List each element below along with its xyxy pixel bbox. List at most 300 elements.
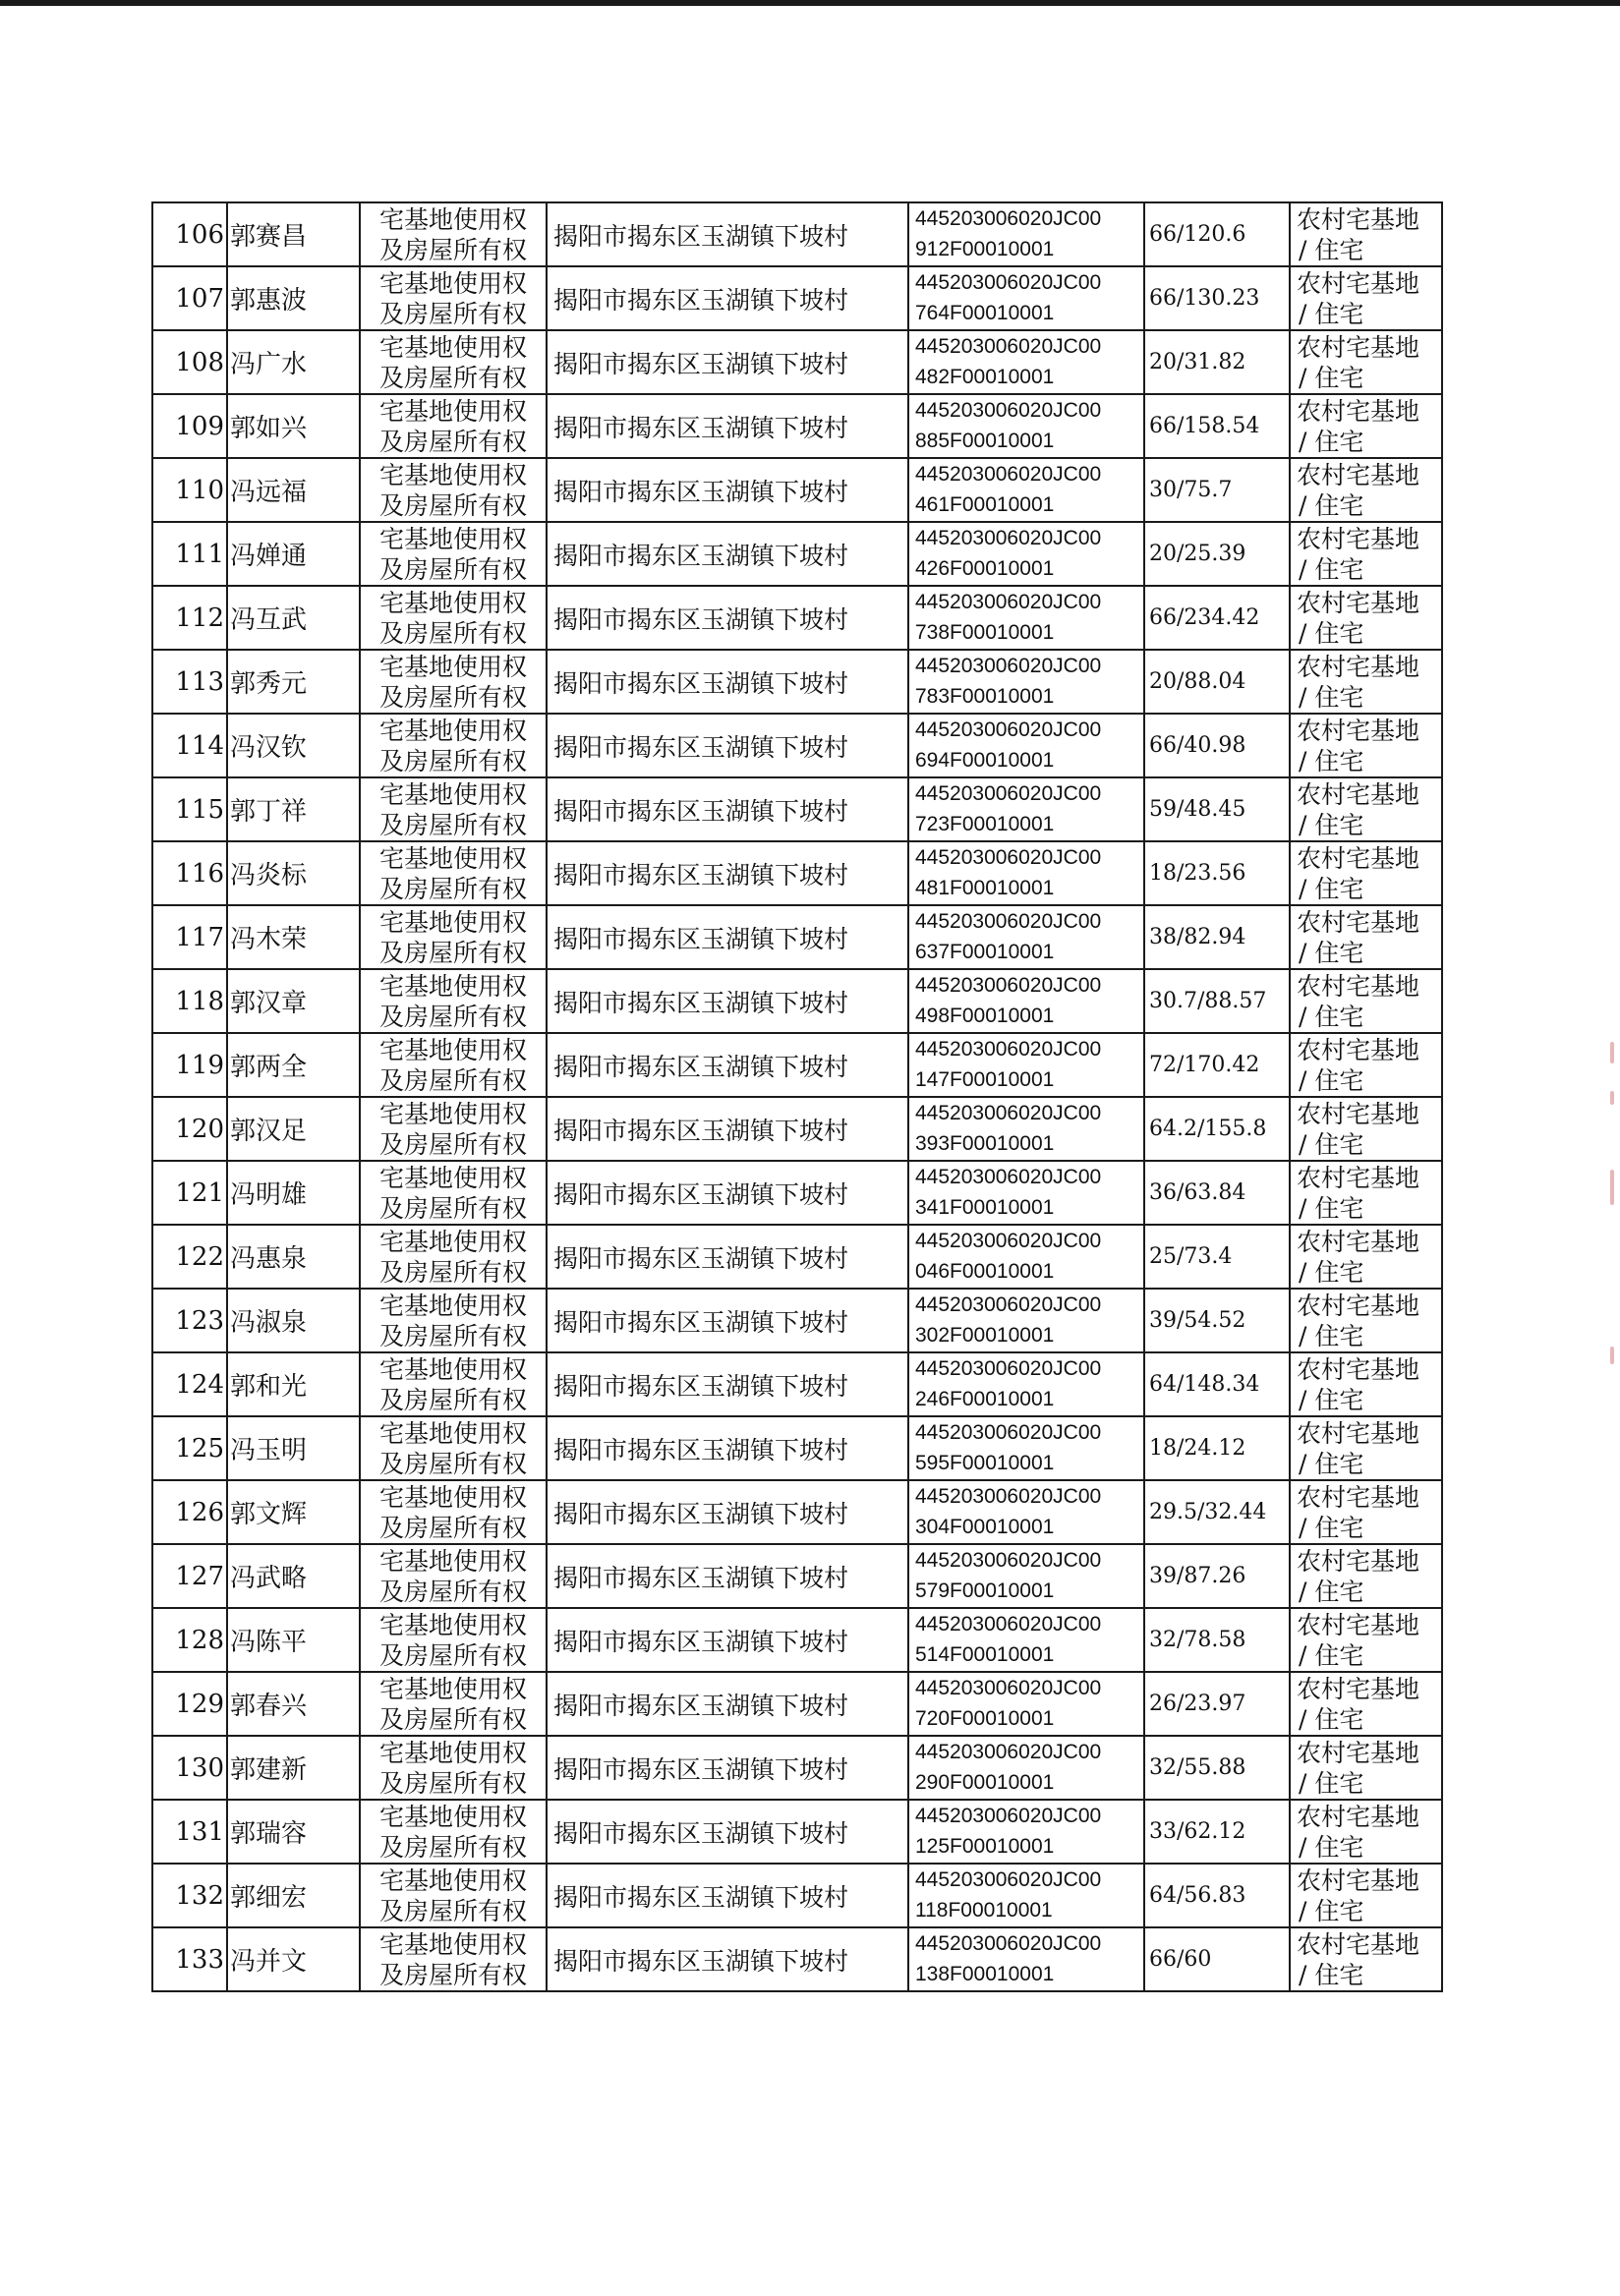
land-use-line: 农村宅基地 — [1297, 1610, 1420, 1639]
unit-code-line: 738F00010001 — [915, 621, 1055, 644]
land-use-line: 农村宅基地 — [1297, 268, 1420, 298]
unit-code — [908, 202, 1144, 266]
land-use-line: 农村宅基地 — [1297, 1866, 1420, 1895]
unit-code — [908, 394, 1144, 458]
right-type-line: 及房屋所有权 — [378, 1193, 527, 1223]
record-number: 121 — [152, 1161, 227, 1225]
unit-code-line: 461F00010001 — [915, 493, 1055, 516]
right-type-line: 宅基地使用权 — [378, 1738, 527, 1767]
area-value: 25/73.4 — [1144, 1225, 1290, 1289]
land-use-line: 农村宅基地 — [1297, 1929, 1420, 1959]
record-number: 108 — [152, 330, 227, 394]
unit-code-line: 481F00010001 — [915, 877, 1055, 899]
unit-code-line: 637F00010001 — [915, 941, 1055, 963]
property-address: 揭阳市揭东区玉湖镇下坡村 — [547, 266, 908, 330]
owner-name: 冯远福 — [227, 458, 360, 522]
record-number: 119 — [152, 1033, 227, 1097]
area-value: 66/130.23 — [1144, 266, 1290, 330]
land-use — [1290, 330, 1442, 394]
land-use-line: / 住宅 — [1299, 1257, 1364, 1287]
unit-code-line: 046F00010001 — [915, 1260, 1055, 1283]
unit-code-line: 304F00010001 — [915, 1516, 1055, 1538]
unit-code-line: 302F00010001 — [915, 1324, 1055, 1347]
owner-name: 冯炎标 — [227, 841, 360, 905]
right-type-line: 宅基地使用权 — [378, 1546, 527, 1576]
area-value: 32/78.58 — [1144, 1608, 1290, 1672]
land-use-line: / 住宅 — [1299, 1704, 1364, 1734]
right-type-line: 宅基地使用权 — [378, 1291, 527, 1320]
area-value: 66/120.6 — [1144, 202, 1290, 266]
area-value: 26/23.97 — [1144, 1672, 1290, 1736]
right-type-line: 及房屋所有权 — [378, 1896, 527, 1925]
land-use — [1290, 1927, 1442, 1991]
right-type — [360, 1352, 547, 1416]
table-row — [152, 394, 1442, 458]
unit-code — [908, 650, 1144, 714]
unit-code-line: 498F00010001 — [915, 1004, 1055, 1027]
unit-code-line: 595F00010001 — [915, 1452, 1055, 1474]
unit-code-line: 445203006020JC00 — [915, 1102, 1102, 1124]
record-number: 116 — [152, 841, 227, 905]
right-type — [360, 1672, 547, 1736]
right-type-line: 宅基地使用权 — [378, 460, 527, 489]
unit-code — [908, 586, 1144, 650]
land-use — [1290, 202, 1442, 266]
property-address: 揭阳市揭东区玉湖镇下坡村 — [547, 1225, 908, 1289]
right-type-line: 宅基地使用权 — [378, 1163, 527, 1192]
unit-code-line: 445203006020JC00 — [915, 591, 1102, 613]
unit-code-line: 445203006020JC00 — [915, 1677, 1102, 1699]
unit-code-line: 290F00010001 — [915, 1771, 1055, 1794]
owner-name: 冯明雄 — [227, 1161, 360, 1225]
land-use-line: / 住宅 — [1299, 1065, 1364, 1095]
right-type-line: 及房屋所有权 — [378, 1385, 527, 1414]
property-address: 揭阳市揭东区玉湖镇下坡村 — [547, 394, 908, 458]
land-use-line: / 住宅 — [1299, 1002, 1364, 1031]
right-type — [360, 330, 547, 394]
table-row — [152, 1033, 1442, 1097]
property-address: 揭阳市揭东区玉湖镇下坡村 — [547, 777, 908, 841]
table-row — [152, 1480, 1442, 1544]
owner-name: 郭汉足 — [227, 1097, 360, 1161]
area-value: 64/56.83 — [1144, 1864, 1290, 1927]
right-type-line: 及房屋所有权 — [378, 1065, 527, 1095]
owner-name: 冯婵通 — [227, 522, 360, 586]
unit-code-line: 118F00010001 — [915, 1899, 1053, 1922]
area-value: 66/158.54 — [1144, 394, 1290, 458]
area-value: 20/88.04 — [1144, 650, 1290, 714]
land-use — [1290, 1736, 1442, 1800]
unit-code-line: 445203006020JC00 — [915, 1485, 1102, 1508]
right-type — [360, 522, 547, 586]
right-type-line: 宅基地使用权 — [378, 716, 527, 745]
right-type-line: 及房屋所有权 — [378, 1513, 527, 1542]
owner-name: 冯广水 — [227, 330, 360, 394]
record-number: 120 — [152, 1097, 227, 1161]
land-use-line: 农村宅基地 — [1297, 1099, 1420, 1128]
right-type-line: 宅基地使用权 — [378, 524, 527, 553]
scan-stain-mark — [1610, 1347, 1614, 1364]
table-row — [152, 1800, 1442, 1864]
property-address: 揭阳市揭东区玉湖镇下坡村 — [547, 650, 908, 714]
right-type-line: 宅基地使用权 — [378, 1866, 527, 1895]
right-type-line: 及房屋所有权 — [378, 1832, 527, 1862]
scan-top-edge — [0, 0, 1620, 6]
area-value: 64.2/155.8 — [1144, 1097, 1290, 1161]
land-use — [1290, 1672, 1442, 1736]
property-address: 揭阳市揭东区玉湖镇下坡村 — [547, 1033, 908, 1097]
unit-code-line: 514F00010001 — [915, 1643, 1055, 1666]
table-row — [152, 714, 1442, 777]
right-type-line: 及房屋所有权 — [378, 1768, 527, 1798]
right-type — [360, 1927, 547, 1991]
table-row — [152, 1608, 1442, 1672]
property-address: 揭阳市揭东区玉湖镇下坡村 — [547, 458, 908, 522]
right-type — [360, 1416, 547, 1480]
unit-code — [908, 458, 1144, 522]
land-use-line: / 住宅 — [1299, 682, 1364, 712]
table-row — [152, 1864, 1442, 1927]
right-type-line: 及房屋所有权 — [378, 554, 527, 584]
land-use-line: / 住宅 — [1299, 1129, 1364, 1159]
table-row — [152, 1736, 1442, 1800]
table-row — [152, 586, 1442, 650]
unit-code-line: 445203006020JC00 — [915, 207, 1102, 230]
right-type-line: 宅基地使用权 — [378, 1610, 527, 1639]
unit-code-line: 482F00010001 — [915, 366, 1055, 388]
land-use — [1290, 1352, 1442, 1416]
right-type-line: 宅基地使用权 — [378, 396, 527, 426]
right-type-line: 宅基地使用权 — [378, 907, 527, 937]
unit-code — [908, 266, 1144, 330]
table-row — [152, 841, 1442, 905]
land-use-line: 农村宅基地 — [1297, 1802, 1420, 1831]
property-address: 揭阳市揭东区玉湖镇下坡村 — [547, 330, 908, 394]
right-type — [360, 266, 547, 330]
land-use-line: / 住宅 — [1299, 1640, 1364, 1670]
land-use — [1290, 1161, 1442, 1225]
unit-code-line: 445203006020JC00 — [915, 1741, 1102, 1763]
record-number: 117 — [152, 905, 227, 969]
unit-code — [908, 1608, 1144, 1672]
land-use — [1290, 714, 1442, 777]
right-type — [360, 1289, 547, 1352]
area-value: 64/148.34 — [1144, 1352, 1290, 1416]
land-use-line: / 住宅 — [1299, 874, 1364, 903]
right-type-line: 及房屋所有权 — [378, 810, 527, 839]
land-use-line: / 住宅 — [1299, 810, 1364, 839]
unit-code — [908, 1864, 1144, 1927]
land-use-line: / 住宅 — [1299, 363, 1364, 392]
right-type-line: 及房屋所有权 — [378, 235, 527, 264]
land-use-line: 农村宅基地 — [1297, 1354, 1420, 1384]
land-use-line: 农村宅基地 — [1297, 779, 1420, 809]
owner-name: 冯陈平 — [227, 1608, 360, 1672]
unit-code-line: 445203006020JC00 — [915, 1038, 1102, 1061]
record-number: 114 — [152, 714, 227, 777]
unit-code-line: 445203006020JC00 — [915, 335, 1102, 358]
unit-code-line: 694F00010001 — [915, 749, 1055, 772]
area-value: 39/54.52 — [1144, 1289, 1290, 1352]
land-use — [1290, 1416, 1442, 1480]
table-row — [152, 1352, 1442, 1416]
area-value: 59/48.45 — [1144, 777, 1290, 841]
record-number: 118 — [152, 969, 227, 1033]
area-value: 39/87.26 — [1144, 1544, 1290, 1608]
right-type-line: 及房屋所有权 — [378, 427, 527, 456]
record-number: 110 — [152, 458, 227, 522]
land-use — [1290, 1544, 1442, 1608]
record-number: 107 — [152, 266, 227, 330]
right-type-line: 宅基地使用权 — [378, 332, 527, 362]
unit-code — [908, 1736, 1144, 1800]
right-type-line: 及房屋所有权 — [378, 1257, 527, 1287]
scan-stain-mark — [1610, 1042, 1614, 1063]
property-address: 揭阳市揭东区玉湖镇下坡村 — [547, 1800, 908, 1864]
area-value: 66/234.42 — [1144, 586, 1290, 650]
unit-code — [908, 1416, 1144, 1480]
unit-code-line: 885F00010001 — [915, 430, 1055, 452]
owner-name: 冯惠泉 — [227, 1225, 360, 1289]
right-type-line: 宅基地使用权 — [378, 1227, 527, 1256]
property-address: 揭阳市揭东区玉湖镇下坡村 — [547, 202, 908, 266]
right-type — [360, 458, 547, 522]
owner-name: 郭丁祥 — [227, 777, 360, 841]
area-value: 38/82.94 — [1144, 905, 1290, 969]
unit-code-line: 445203006020JC00 — [915, 1421, 1102, 1444]
area-value: 33/62.12 — [1144, 1800, 1290, 1864]
right-type — [360, 1800, 547, 1864]
property-address: 揭阳市揭东区玉湖镇下坡村 — [547, 905, 908, 969]
right-type-line: 宅基地使用权 — [378, 1099, 527, 1128]
unit-code-line: 445203006020JC00 — [915, 718, 1102, 741]
unit-code-line: 445203006020JC00 — [915, 463, 1102, 486]
land-use-line: / 住宅 — [1299, 746, 1364, 775]
property-address: 揭阳市揭东区玉湖镇下坡村 — [547, 969, 908, 1033]
right-type — [360, 1033, 547, 1097]
table-row — [152, 522, 1442, 586]
unit-code — [908, 1352, 1144, 1416]
land-use-line: / 住宅 — [1299, 1449, 1364, 1478]
property-address: 揭阳市揭东区玉湖镇下坡村 — [547, 1864, 908, 1927]
record-number: 127 — [152, 1544, 227, 1608]
scan-stain-mark — [1610, 1170, 1614, 1205]
area-value: 66/60 — [1144, 1927, 1290, 1991]
land-use-line: / 住宅 — [1299, 618, 1364, 648]
right-type — [360, 1480, 547, 1544]
property-address: 揭阳市揭东区玉湖镇下坡村 — [547, 1736, 908, 1800]
right-type — [360, 1161, 547, 1225]
owner-name: 冯汉钦 — [227, 714, 360, 777]
land-use-line: 农村宅基地 — [1297, 204, 1420, 234]
right-type-line: 宅基地使用权 — [378, 843, 527, 873]
right-type-line: 及房屋所有权 — [378, 1577, 527, 1606]
unit-code-line: 445203006020JC00 — [915, 1549, 1102, 1572]
right-type — [360, 1097, 547, 1161]
unit-code-line: 445203006020JC00 — [915, 974, 1102, 997]
unit-code — [908, 1289, 1144, 1352]
table-row — [152, 905, 1442, 969]
land-use-line: 农村宅基地 — [1297, 588, 1420, 617]
area-value: 20/31.82 — [1144, 330, 1290, 394]
right-type-line: 宅基地使用权 — [378, 1418, 527, 1448]
property-address: 揭阳市揭东区玉湖镇下坡村 — [547, 1927, 908, 1991]
record-number: 123 — [152, 1289, 227, 1352]
record-number: 129 — [152, 1672, 227, 1736]
unit-code — [908, 1225, 1144, 1289]
right-type — [360, 202, 547, 266]
unit-code — [908, 1544, 1144, 1608]
right-type-line: 及房屋所有权 — [378, 1129, 527, 1159]
right-type-line: 及房屋所有权 — [378, 363, 527, 392]
land-use-line: 农村宅基地 — [1297, 1227, 1420, 1256]
unit-code-line: 445203006020JC00 — [915, 1230, 1102, 1252]
right-type — [360, 969, 547, 1033]
unit-code-line: 445203006020JC00 — [915, 1805, 1102, 1827]
owner-name: 郭瑞容 — [227, 1800, 360, 1864]
land-use — [1290, 522, 1442, 586]
area-value: 30.7/88.57 — [1144, 969, 1290, 1033]
unit-code-line: 445203006020JC00 — [915, 1868, 1102, 1891]
land-use — [1290, 1033, 1442, 1097]
right-type-line: 宅基地使用权 — [378, 1929, 527, 1959]
land-use-line: / 住宅 — [1299, 1513, 1364, 1542]
land-use — [1290, 1800, 1442, 1864]
land-use-line: / 住宅 — [1299, 1896, 1364, 1925]
land-use-line: 农村宅基地 — [1297, 907, 1420, 937]
unit-code — [908, 969, 1144, 1033]
owner-name: 冯武略 — [227, 1544, 360, 1608]
land-use — [1290, 1480, 1442, 1544]
table-row — [152, 458, 1442, 522]
land-use — [1290, 586, 1442, 650]
record-number: 125 — [152, 1416, 227, 1480]
table-row — [152, 777, 1442, 841]
land-use-line: 农村宅基地 — [1297, 843, 1420, 873]
unit-code-line: 246F00010001 — [915, 1388, 1055, 1410]
property-address: 揭阳市揭东区玉湖镇下坡村 — [547, 1672, 908, 1736]
land-use-line: / 住宅 — [1299, 299, 1364, 328]
land-use-line: / 住宅 — [1299, 490, 1364, 520]
record-number: 132 — [152, 1864, 227, 1927]
owner-name: 郭汉章 — [227, 969, 360, 1033]
owner-name: 冯互武 — [227, 586, 360, 650]
right-type-line: 宅基地使用权 — [378, 1354, 527, 1384]
property-address: 揭阳市揭东区玉湖镇下坡村 — [547, 522, 908, 586]
right-type-line: 及房屋所有权 — [378, 1449, 527, 1478]
table-row — [152, 1927, 1442, 1991]
land-use — [1290, 394, 1442, 458]
owner-name: 冯并文 — [227, 1927, 360, 1991]
unit-code-line: 445203006020JC00 — [915, 399, 1102, 422]
land-use-line: / 住宅 — [1299, 427, 1364, 456]
unit-code — [908, 1800, 1144, 1864]
unit-code — [908, 777, 1144, 841]
owner-name: 郭两全 — [227, 1033, 360, 1097]
land-use — [1290, 841, 1442, 905]
owner-name: 郭文辉 — [227, 1480, 360, 1544]
table-row — [152, 650, 1442, 714]
owner-name: 郭如兴 — [227, 394, 360, 458]
table-row — [152, 1225, 1442, 1289]
record-number: 111 — [152, 522, 227, 586]
table-row — [152, 969, 1442, 1033]
unit-code-line: 393F00010001 — [915, 1132, 1055, 1155]
unit-code-line: 445203006020JC00 — [915, 846, 1102, 869]
land-use — [1290, 1097, 1442, 1161]
right-type-line: 宅基地使用权 — [378, 588, 527, 617]
property-address: 揭阳市揭东区玉湖镇下坡村 — [547, 1289, 908, 1352]
table-row — [152, 1544, 1442, 1608]
property-address: 揭阳市揭东区玉湖镇下坡村 — [547, 1416, 908, 1480]
land-use-line: / 住宅 — [1299, 1193, 1364, 1223]
area-value: 66/40.98 — [1144, 714, 1290, 777]
right-type-line: 宅基地使用权 — [378, 1035, 527, 1064]
land-use-line: 农村宅基地 — [1297, 1163, 1420, 1192]
area-value: 72/170.42 — [1144, 1033, 1290, 1097]
land-use-line: / 住宅 — [1299, 1321, 1364, 1350]
land-use-line: 农村宅基地 — [1297, 652, 1420, 681]
right-type — [360, 714, 547, 777]
right-type-line: 及房屋所有权 — [378, 938, 527, 967]
unit-code — [908, 330, 1144, 394]
owner-name: 冯淑泉 — [227, 1289, 360, 1352]
right-type-line: 宅基地使用权 — [378, 1802, 527, 1831]
right-type-line: 及房屋所有权 — [378, 490, 527, 520]
record-number: 109 — [152, 394, 227, 458]
right-type-line: 宅基地使用权 — [378, 652, 527, 681]
property-address: 揭阳市揭东区玉湖镇下坡村 — [547, 714, 908, 777]
land-use — [1290, 969, 1442, 1033]
owner-name: 郭秀元 — [227, 650, 360, 714]
right-type-line: 宅基地使用权 — [378, 1674, 527, 1703]
table-row — [152, 1161, 1442, 1225]
table-row — [152, 1289, 1442, 1352]
table-row — [152, 1097, 1442, 1161]
unit-code-line: 445203006020JC00 — [915, 655, 1102, 677]
land-use-line: 农村宅基地 — [1297, 524, 1420, 553]
unit-code-line: 720F00010001 — [915, 1707, 1055, 1730]
record-number: 112 — [152, 586, 227, 650]
unit-code-line: 445203006020JC00 — [915, 910, 1102, 933]
land-use-line: 农村宅基地 — [1297, 396, 1420, 426]
record-number: 128 — [152, 1608, 227, 1672]
unit-code — [908, 905, 1144, 969]
owner-name: 冯木荣 — [227, 905, 360, 969]
right-type — [360, 777, 547, 841]
unit-code — [908, 1097, 1144, 1161]
land-use-line: 农村宅基地 — [1297, 716, 1420, 745]
property-address: 揭阳市揭东区玉湖镇下坡村 — [547, 1544, 908, 1608]
property-address: 揭阳市揭东区玉湖镇下坡村 — [547, 841, 908, 905]
right-type — [360, 1608, 547, 1672]
owner-name: 冯玉明 — [227, 1416, 360, 1480]
area-value: 20/25.39 — [1144, 522, 1290, 586]
unit-code — [908, 714, 1144, 777]
table-row — [152, 330, 1442, 394]
unit-code-line: 445203006020JC00 — [915, 1357, 1102, 1380]
unit-code — [908, 841, 1144, 905]
unit-code-line: 445203006020JC00 — [915, 527, 1102, 549]
unit-code-line: 341F00010001 — [915, 1196, 1055, 1219]
owner-name: 郭建新 — [227, 1736, 360, 1800]
right-type-line: 及房屋所有权 — [378, 1002, 527, 1031]
land-use — [1290, 266, 1442, 330]
record-number: 124 — [152, 1352, 227, 1416]
unit-code-line: 912F00010001 — [915, 238, 1055, 260]
area-value: 29.5/32.44 — [1144, 1480, 1290, 1544]
right-type-line: 及房屋所有权 — [378, 682, 527, 712]
